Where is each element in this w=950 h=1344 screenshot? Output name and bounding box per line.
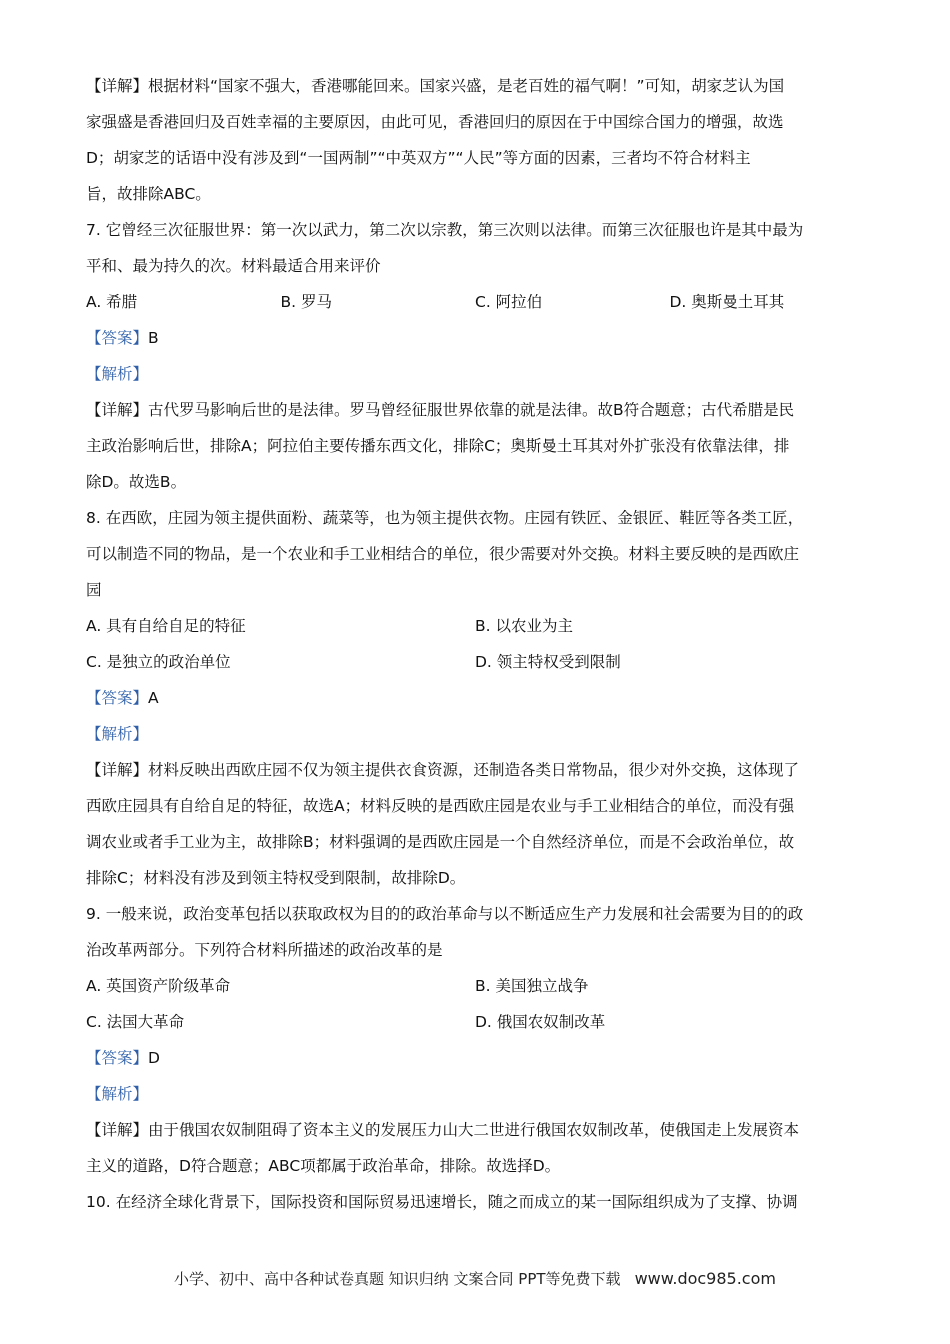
- option-a: A. 具有自给自足的特征: [86, 617, 246, 635]
- option-c: C. 是独立的政治单位: [86, 653, 231, 671]
- footer-url[interactable]: www.doc985.com: [634, 1269, 776, 1288]
- question-7: [86, 212, 864, 500]
- detail-line: 除D。故选B。: [86, 473, 187, 491]
- options-row: [86, 284, 864, 320]
- answer-value: D: [148, 1049, 160, 1067]
- answer-line: [86, 680, 864, 716]
- detail-line: 旨，故排除ABC。: [86, 185, 211, 203]
- detail-line: 【详解】根据材料“国家不强大，香港哪能回来。国家兴盛，是老百姓的福气啊！”可知，胡家芝认为国: [86, 77, 785, 95]
- detail-line: 【详解】材料反映出西欧庄园不仅为领主提供衣食资源，还制造各类日常物品，很少对外交换，这体现了: [86, 761, 800, 779]
- option-d: D. 俄国农奴制改革: [475, 1013, 606, 1031]
- options-row: [86, 968, 864, 1004]
- options-row: [86, 644, 864, 680]
- analysis-label: 【解析】: [86, 725, 149, 743]
- answer-line: [86, 320, 864, 356]
- detail-line: 主政治影响后世，排除A；阿拉伯主要传播东西文化，排除C；奥斯曼土耳其对外扩张没有依靠法律，排: [86, 437, 790, 455]
- option-c: C. 法国大革命: [86, 1013, 185, 1031]
- detail-line: 调农业或者手工业为主，故排除B；材料强调的是西欧庄园是一个自然经济单位，而是不会政治单位，故: [86, 833, 795, 851]
- answer-value: B: [148, 329, 159, 347]
- option-d: D. 领主特权受到限制: [475, 653, 621, 671]
- question-stem: 园: [86, 581, 102, 599]
- question-stem: 平和、最为持久的次。材料最适合用来评价: [86, 257, 381, 275]
- option-b: B. 罗马: [280, 293, 332, 311]
- question-stem: 10. 在经济全球化背景下，国际投资和国际贸易迅速增长，随之而成立的某一国际组织成为了支撑、协调: [86, 1193, 798, 1211]
- option-a: A. 希腊: [86, 293, 138, 311]
- question-8: [86, 500, 864, 896]
- question-stem: 8. 在西欧，庄园为领主提供面粉、蔬菜等，也为领主提供衣物。庄园有铁匠、金银匠、鞋匠等各类工匠，: [86, 509, 804, 527]
- detail-block-q6: [86, 68, 864, 212]
- footer-text: 小学、初中、高中各种试卷真题 知识归纳 文案合同 PPT等免费下载: [174, 1270, 621, 1288]
- detail-line: D；胡家芝的话语中没有涉及到“一国两制”“中英双方”“人民”等方面的因素，三者均不符合材料主: [86, 149, 751, 167]
- page-footer: [0, 1268, 950, 1289]
- question-stem: 可以制造不同的物品，是一个农业和手工业相结合的单位，很少需要对外交换。材料主要反映的是西欧庄: [86, 545, 800, 563]
- detail-line: 【详解】由于俄国农奴制阻碍了资本主义的发展压力山大二世进行俄国农奴制改革，使俄国走上发展资本: [86, 1121, 800, 1139]
- detail-line: 主义的道路，D符合题意；ABC项都属于政治革命，排除。故选择D。: [86, 1157, 561, 1175]
- analysis-label: 【解析】: [86, 365, 149, 383]
- answer-label: 【答案】: [86, 1049, 149, 1067]
- detail-line: 家强盛是香港回归及百姓幸福的主要原因，由此可见，香港回归的原因在于中国综合国力的增强，故选: [86, 113, 784, 131]
- question-stem: 7. 它曾经三次征服世界：第一次以武力，第二次以宗教，第三次则以法律。而第三次征服也许是其中最为: [86, 221, 804, 239]
- option-a: A. 英国资产阶级革命: [86, 977, 231, 995]
- option-d: D. 奥斯曼土耳其: [669, 293, 785, 311]
- analysis-label: 【解析】: [86, 1085, 149, 1103]
- options-row: [86, 1004, 864, 1040]
- option-b: B. 以农业为主: [475, 617, 573, 635]
- answer-line: [86, 1040, 864, 1076]
- option-b: B. 美国独立战争: [475, 977, 589, 995]
- question-stem: 9. 一般来说，政治变革包括以获取政权为目的的政治革命与以不断适应生产力发展和社会需要为目的的政: [86, 905, 804, 923]
- detail-line: 【详解】古代罗马影响后世的是法律。罗马曾经征服世界依靠的就是法律。故B符合题意；古代希腊是民: [86, 401, 795, 419]
- question-stem: 治改革两部分。下列符合材料所描述的政治改革的是: [86, 941, 443, 959]
- question-9: [86, 896, 864, 1184]
- option-c: C. 阿拉伯: [475, 293, 543, 311]
- document-page: [86, 68, 864, 1220]
- answer-label: 【答案】: [86, 689, 149, 707]
- options-row: [86, 608, 864, 644]
- answer-value: A: [148, 689, 159, 707]
- answer-label: 【答案】: [86, 329, 149, 347]
- question-10: [86, 1184, 864, 1220]
- detail-line: 排除C；材料没有涉及到领主特权受到限制，故排除D。: [86, 869, 466, 887]
- detail-line: 西欧庄园具有自给自足的特征，故选A；材料反映的是西欧庄园是农业与手工业相结合的单位，而没有强: [86, 797, 795, 815]
